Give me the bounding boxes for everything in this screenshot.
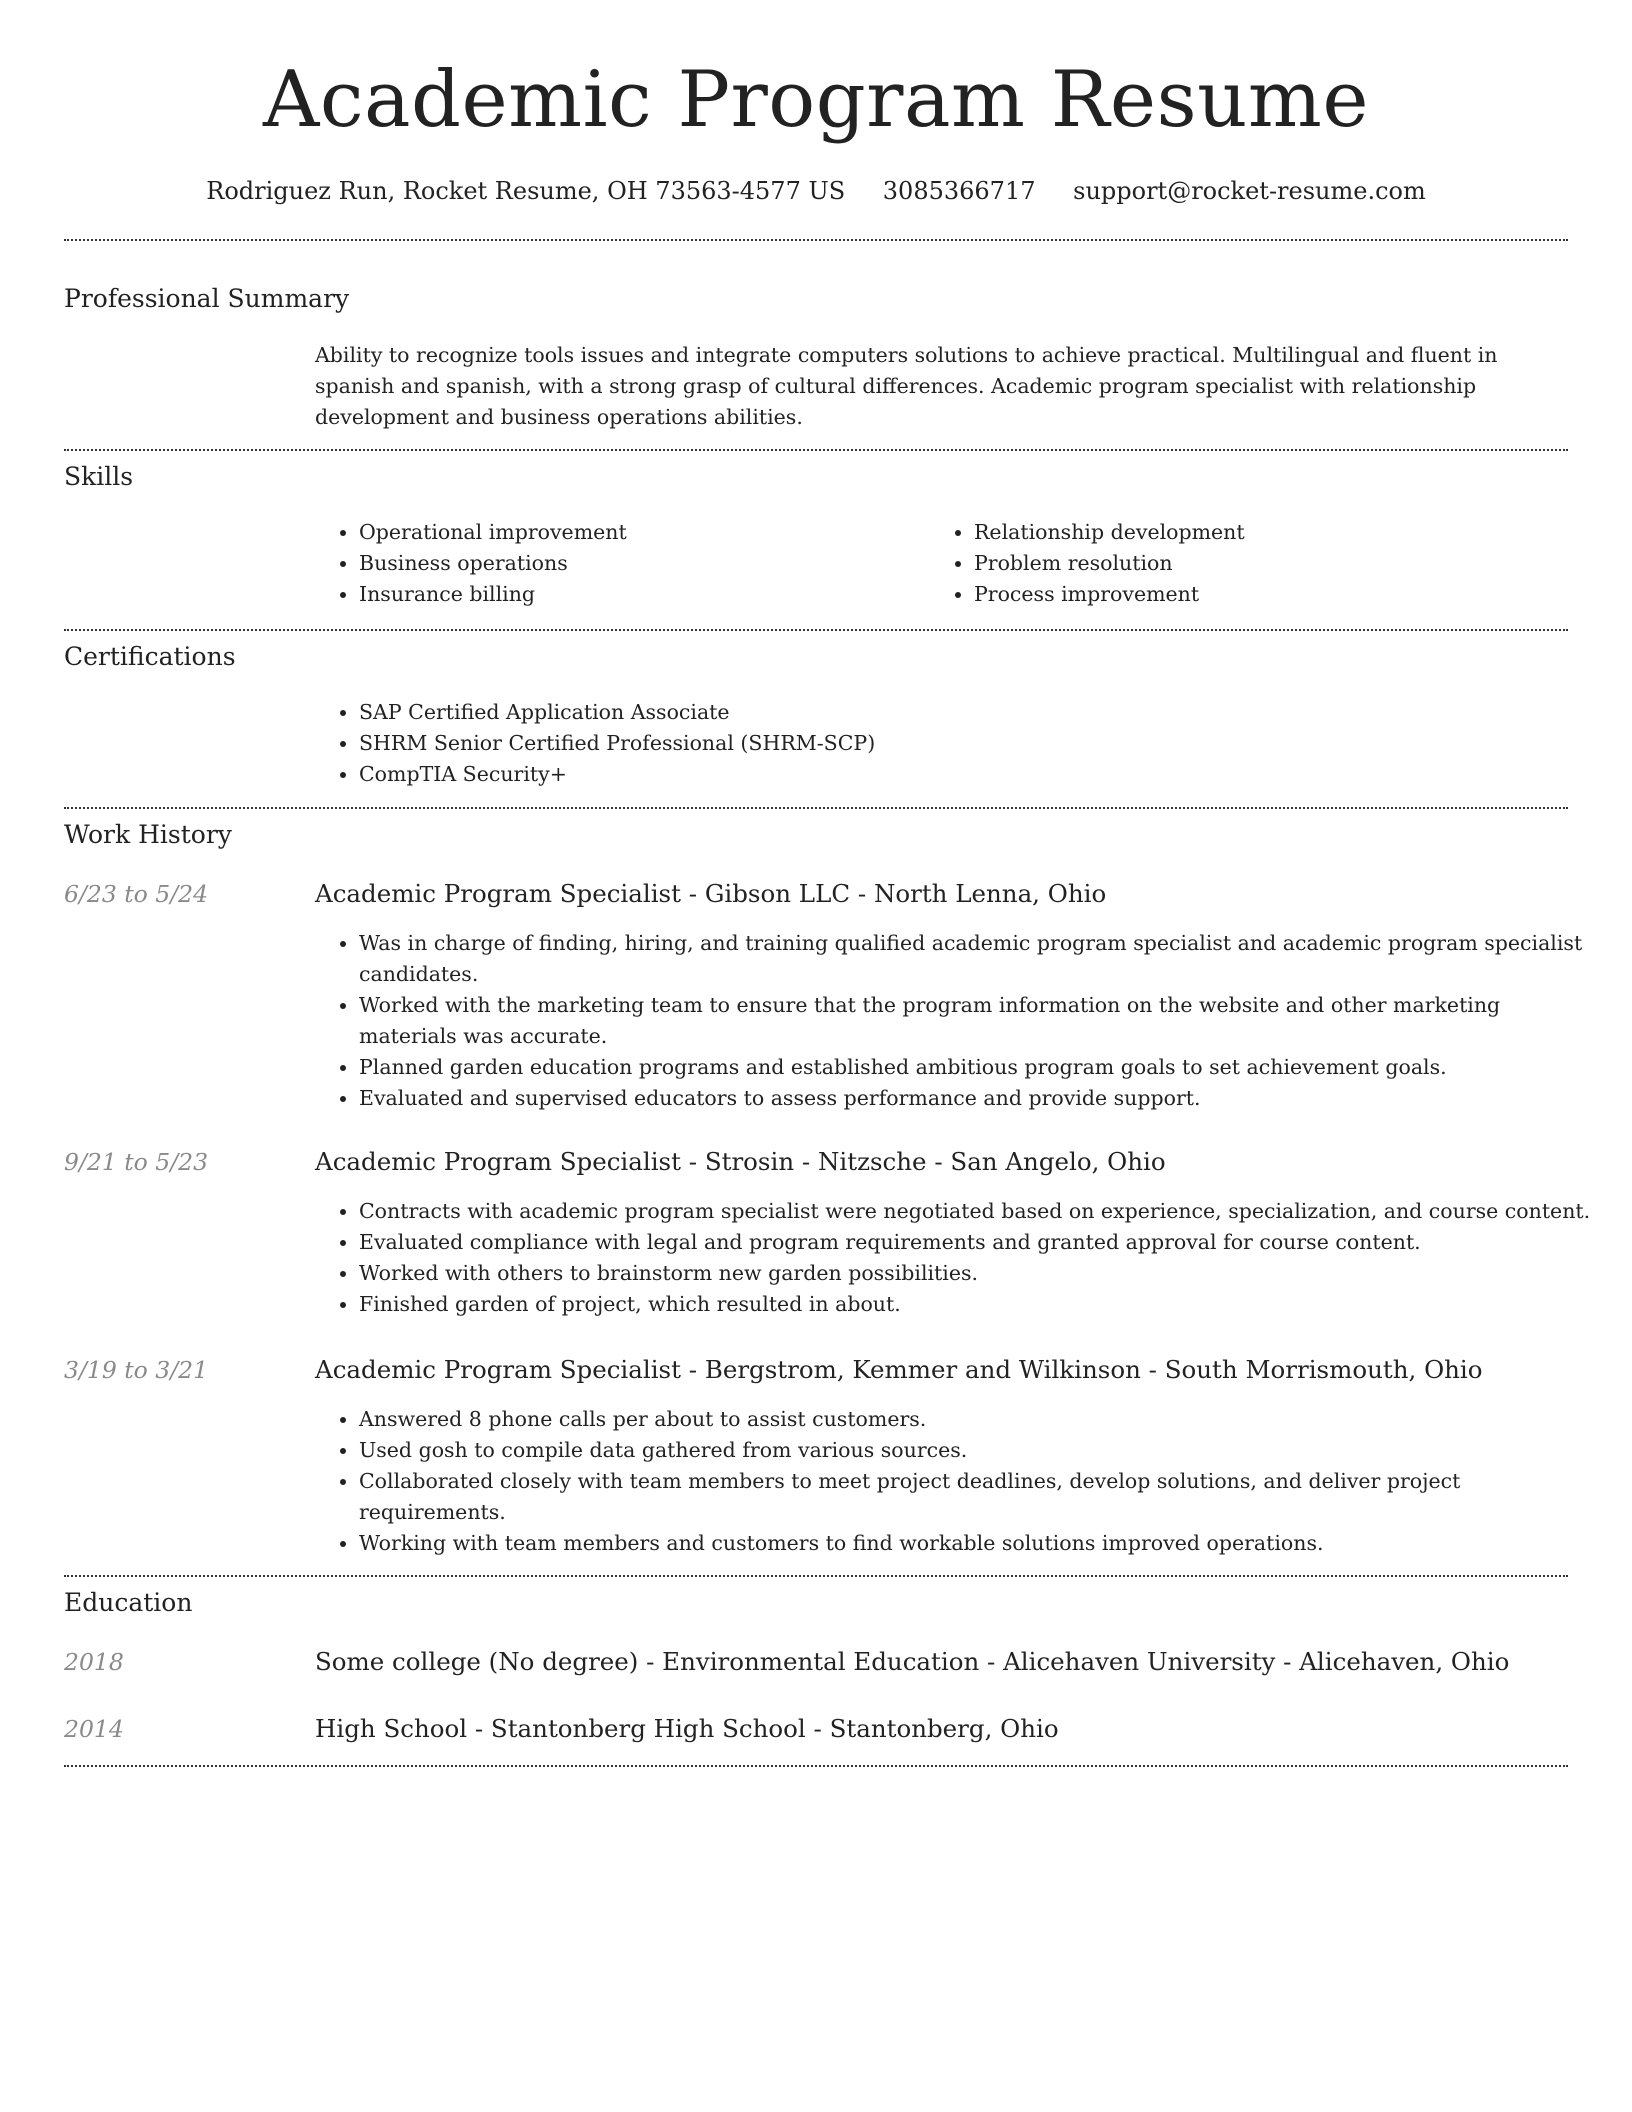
job-heading: Academic Program Specialist - Bergstrom, Kemmer and Wilkinson - South Morrismouth, Ohio (315, 1355, 1483, 1384)
job-heading: Academic Program Specialist - Strosin - Nitzsche - San Angelo, Ohio (315, 1147, 1166, 1176)
job-dates: 3/19 to 3/21 (64, 1356, 209, 1384)
job-bullet: • Collaborated closely with team members to meet project deadlines, develop solutions, and deliver project requirements. (359, 1466, 1604, 1528)
education-section-title: Education (64, 1588, 193, 1617)
summary-text: Ability to recognize tools issues and integrate computers solutions to achieve practical. Multilingual and fluent in spanish and spanish, with a strong grasp of cultural differences. Academic program specialist with relationship development and business operations abilities. (315, 343, 1498, 429)
skill-item: • Business operations (359, 548, 919, 579)
job-bullet: • Planned garden education programs and established ambitious program goals to set achievement goals. (359, 1052, 1604, 1083)
job-bullet: • Working with team members and customers to find workable solutions improved operations. (359, 1528, 1604, 1559)
job-bullet: • Finished garden of project, which resulted in about. (359, 1289, 1619, 1320)
job-bullets (315, 1196, 1619, 1320)
skills-list-left (315, 517, 919, 610)
job-bullet: • Worked with others to brainstorm new garden possibilities. (359, 1258, 1619, 1289)
job-bullet: • Worked with the marketing team to ensure that the program information on the website and other marketing materials was accurate. (359, 990, 1604, 1052)
divider (64, 1765, 1568, 1767)
job-dates: 9/21 to 5/23 (64, 1148, 209, 1176)
contact-line (0, 176, 1632, 206)
job-bullets (315, 1404, 1604, 1559)
divider (64, 239, 1568, 241)
skills-list-right (930, 517, 1574, 610)
education-heading: High School - Stantonberg High School - Stantonberg, Ohio (315, 1714, 1059, 1743)
certification-item: • SAP Certified Application Associate (359, 697, 1559, 728)
certification-item: • SHRM Senior Certified Professional (SHRM-SCP) (359, 728, 1559, 759)
job-bullet: • Answered 8 phone calls per about to assist customers. (359, 1404, 1604, 1435)
divider (64, 629, 1568, 631)
divider (64, 807, 1568, 809)
job-bullet: • Was in charge of finding, hiring, and training qualified academic program specialist and academic program specialist candidates. (359, 928, 1604, 990)
contact-phone: 3085366717 (882, 177, 1036, 205)
job-bullets (315, 928, 1604, 1114)
job-bullet: • Evaluated compliance with legal and program requirements and granted approval for course content. (359, 1227, 1619, 1258)
skill-item: • Problem resolution (974, 548, 1574, 579)
job-bullet: • Used gosh to compile data gathered from various sources. (359, 1435, 1604, 1466)
job-bullet: • Contracts with academic program specialist were negotiated based on experience, specialization, and course content. (359, 1196, 1619, 1227)
job-heading: Academic Program Specialist - Gibson LLC - North Lenna, Ohio (315, 879, 1107, 908)
skills-section-title: Skills (64, 462, 134, 491)
summary-section-title: Professional Summary (64, 284, 350, 313)
job-dates: 6/23 to 5/24 (64, 880, 209, 908)
education-year: 2014 (64, 1715, 124, 1743)
certifications-list (315, 697, 1559, 790)
job-bullet: • Evaluated and supervised educators to assess performance and provide support. (359, 1083, 1604, 1114)
divider (64, 1575, 1568, 1577)
contact-address: Rodriguez Run, Rocket Resume, OH 73563-4577 US (206, 177, 846, 205)
resume-header (0, 0, 1632, 206)
education-heading: Some college (No degree) - Environmental Education - Alicehaven University - Alicehaven, Ohio (315, 1647, 1510, 1676)
skill-item: • Operational improvement (359, 517, 919, 548)
certification-item: • CompTIA Security+ (359, 759, 1559, 790)
certifications-section-title: Certifications (64, 642, 236, 671)
skill-item: • Insurance billing (359, 579, 919, 610)
resume-title: Academic Program Resume (263, 55, 1369, 145)
divider (64, 449, 1568, 451)
contact-email: support@rocket-resume.com (1073, 177, 1426, 205)
education-year: 2018 (64, 1648, 124, 1676)
skill-item: • Process improvement (974, 579, 1574, 610)
work-section-title: Work History (64, 820, 232, 849)
skill-item: • Relationship development (974, 517, 1574, 548)
